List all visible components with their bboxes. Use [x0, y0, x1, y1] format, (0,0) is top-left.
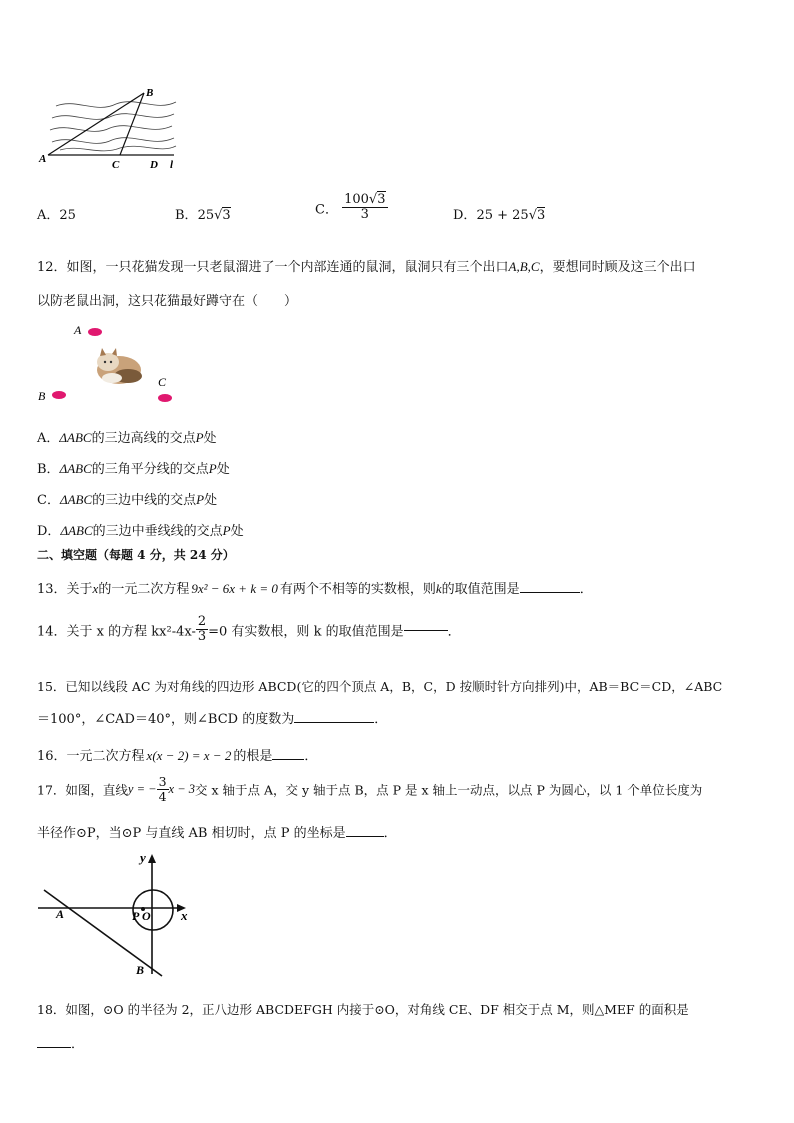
point-p: P: [222, 523, 231, 538]
q16: [37, 745, 317, 764]
radicand: 3: [222, 208, 231, 223]
numerator: 3: [158, 774, 167, 789]
period: ．: [383, 826, 397, 841]
fraction: [196, 615, 208, 645]
q17-text-3: 半径作⊙P，当⊙P 与直线 AB 相切时，点 P 的坐标是: [37, 826, 346, 841]
q12-option-b: [37, 458, 230, 477]
equation: x(x − 2) = x − 2: [146, 748, 232, 763]
fig11-label-C: C: [112, 159, 120, 171]
hole-a: [88, 328, 102, 336]
period: ．: [71, 1037, 85, 1052]
q13-text-4: 的取值范围是: [441, 582, 520, 597]
option-text: 的三边中垂线线的交点: [92, 524, 223, 539]
numerator: 2: [197, 614, 207, 629]
answer-blank[interactable]: [272, 758, 304, 760]
q12-stem-line1: [37, 256, 696, 275]
q17-line1: [37, 775, 702, 804]
var-x: x: [92, 581, 99, 596]
answer-blank[interactable]: [404, 629, 448, 631]
q18-line2: [37, 1033, 84, 1052]
option-value: 25 + 25: [476, 208, 529, 223]
q13: [37, 578, 593, 597]
answer-blank[interactable]: [294, 721, 374, 723]
q11-option-b: [175, 204, 231, 223]
answer-blank[interactable]: [520, 591, 580, 593]
triangle: ΔABC: [59, 461, 92, 476]
q18-line1: 18．如图，⊙O 的半径为 2，正八边形 ABCDEFGH 内接于⊙O，对角线 CE、DF 相交于点 M，则△MEF 的面积是: [37, 1002, 689, 1017]
sqrt-symbol: √: [368, 192, 378, 207]
q15-text: ＝100°，∠CAD＝40°，则∠BCD 的度数为: [37, 712, 295, 727]
period: ．: [304, 749, 318, 764]
q12-option-d: [37, 520, 244, 539]
q15-line1: 15．已知以线段 AC 为对角线的四边形 ABCD(它的四个顶点 A，B，C，D 按顺时针方向排列)中，AB＝BC＝CD，∠ABC: [37, 679, 723, 694]
option-end: 处: [216, 462, 230, 477]
option-end: 处: [230, 524, 244, 539]
option-text: 的三边中线的交点: [92, 493, 197, 508]
equation: 9x² − 6x + k = 0: [191, 581, 278, 596]
fig11-label-A: A: [39, 153, 47, 165]
triangle: ΔABC: [59, 430, 92, 445]
q12-text: 12．如图，一只花猫发现一只老鼠溜进了一个内部连通的鼠洞，鼠洞只有三个出口: [37, 260, 509, 275]
q12-text-2: ，要想同时顾及这三个出口: [539, 260, 696, 275]
period: ．: [374, 712, 388, 727]
answer-blank[interactable]: [37, 1046, 71, 1048]
option-label: C．: [37, 493, 60, 508]
fig12-label-A: A: [74, 323, 82, 337]
point-p: P: [196, 492, 205, 507]
option-label: B．: [175, 208, 198, 223]
cat-image: [97, 348, 142, 384]
option-label: A．: [37, 431, 60, 446]
q14-text-2: =0 有实数根，则 k 的取值范围是: [208, 624, 404, 640]
fig17-label-B: B: [136, 963, 145, 977]
q17-text: 17．如图，直线: [37, 782, 128, 798]
q11-option-d: [453, 204, 545, 223]
fraction: [157, 775, 169, 804]
option-label: D．: [453, 208, 477, 223]
option-text: 的三角平分线的交点: [91, 462, 209, 477]
option-value: 25: [59, 208, 76, 223]
figure-q17-axes: [36, 848, 196, 980]
fig17-label-O: O: [142, 909, 151, 923]
q12-option-c: [37, 489, 217, 508]
fig17-label-P: P: [132, 909, 140, 923]
radicand: 3: [536, 208, 546, 223]
q12-points: A,B,C: [508, 259, 540, 274]
q14: [37, 615, 461, 645]
q16-text-2: 的根是: [233, 749, 273, 764]
q17-text-2: 交 x 轴于点 A，交 y 轴于点 B，点 P 是 x 轴上一动点，以点 P 为圆心，以 1 个单位长度为: [195, 782, 703, 798]
q17-line2: [37, 822, 397, 841]
fig17-label-x: x: [181, 908, 188, 923]
q13-text-2: 的一元二次方程: [98, 582, 190, 597]
option-end: 处: [203, 431, 217, 446]
denominator: 4: [158, 788, 167, 804]
fig11-label-D: D: [150, 159, 158, 171]
q13-text-3: 有两个不相等的实数根，则: [279, 582, 436, 597]
q16-text: 16．一元二次方程: [37, 749, 145, 764]
q14-text: 14．关于 x 的方程 kx²-4x-: [37, 624, 196, 640]
fig17-label-A: A: [56, 907, 65, 921]
point-p: P: [208, 461, 217, 476]
option-value: 25: [197, 208, 215, 223]
option-label: A．: [37, 208, 60, 223]
var-k: k: [435, 581, 442, 596]
sqrt-symbol: √: [528, 208, 537, 223]
option-label: D．: [37, 524, 61, 539]
equation-rhs: x − 3: [168, 781, 196, 796]
triangle: ΔABC: [59, 492, 93, 507]
q11-option-a: [37, 204, 76, 223]
option-label: B．: [37, 462, 60, 477]
hole-c: [158, 394, 172, 402]
hole-b: [52, 391, 66, 399]
q11-option-c: [315, 193, 388, 223]
sqrt-symbol: √: [214, 208, 223, 223]
numerator: 100: [344, 192, 369, 207]
q12-option-a: [37, 427, 217, 446]
period: ．: [447, 624, 461, 640]
q12-stem-line2: 以防老鼠出洞，这只花猫最好蹲守在（ ）: [37, 294, 298, 309]
radicand: 3: [377, 192, 386, 207]
option-text: 的三边高线的交点: [91, 431, 196, 446]
fraction: [342, 193, 387, 223]
fig11-label-l: l: [170, 159, 174, 171]
denominator: 3: [360, 207, 369, 223]
fig11-label-B: B: [146, 87, 154, 99]
figure-q12-cat: [36, 318, 186, 410]
point-p: P: [195, 430, 204, 445]
option-label: C．: [315, 202, 338, 218]
figure-q11-river: [36, 84, 186, 174]
fig17-label-y: y: [140, 850, 146, 865]
equation-lhs: y = −: [127, 781, 157, 796]
section-heading-fill-in: 二、填空题（每题 4 分，共 24 分）: [37, 548, 235, 562]
period: ．: [579, 582, 593, 597]
fig12-label-B: B: [38, 389, 46, 403]
fig12-label-C: C: [158, 375, 167, 389]
triangle: ΔABC: [60, 523, 93, 538]
denominator: 3: [197, 629, 207, 645]
q15-line2: [37, 708, 387, 727]
q13-text: 13．关于: [37, 582, 93, 597]
answer-blank[interactable]: [346, 835, 384, 837]
option-end: 处: [204, 493, 218, 508]
